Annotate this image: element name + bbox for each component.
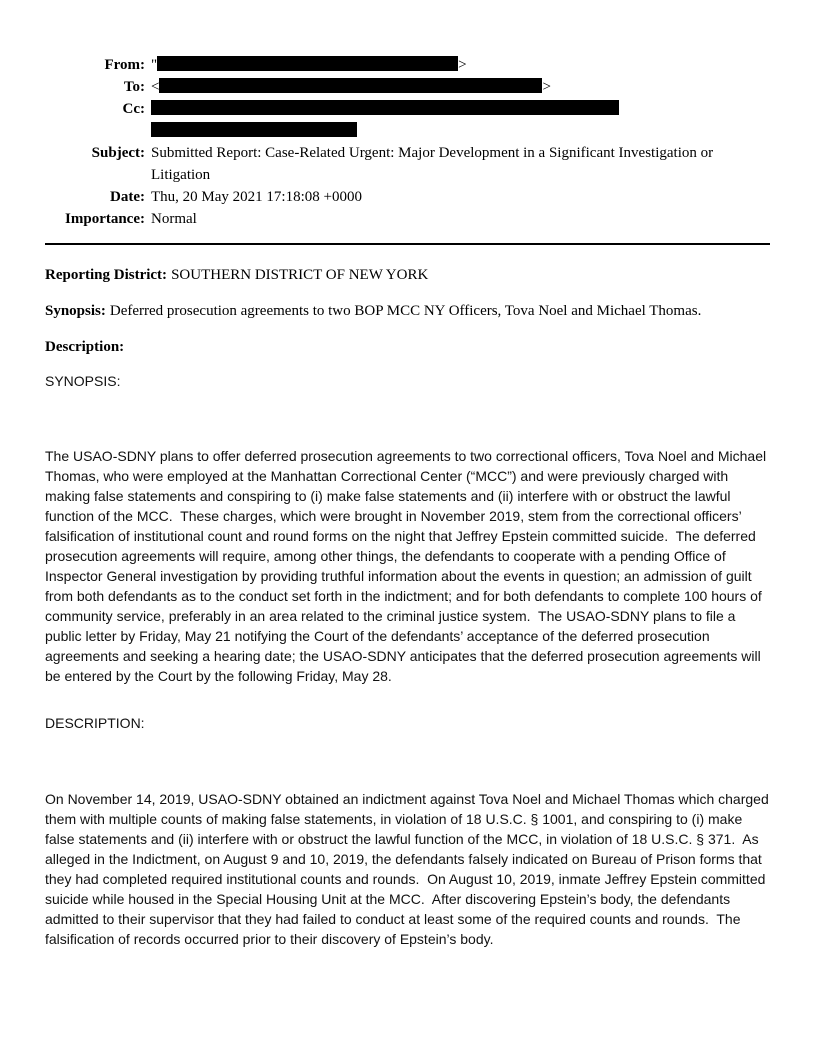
cc-label: Cc:	[122, 101, 145, 117]
date-row	[45, 186, 770, 208]
from-row	[45, 54, 770, 76]
report-body	[45, 265, 773, 949]
redaction-bar	[157, 56, 458, 71]
reporting-district-label: Reporting District:	[45, 267, 168, 283]
importance-label: Importance:	[65, 211, 145, 227]
to-value	[151, 76, 770, 98]
from-suffix: >	[458, 57, 467, 73]
date-value: Thu, 20 May 2021 17:18:08 +0000	[151, 189, 362, 205]
date-label: Date:	[110, 189, 145, 205]
email-header	[45, 54, 770, 230]
from-label: From:	[104, 57, 145, 73]
to-label: To:	[123, 79, 145, 95]
redaction-bar	[151, 122, 357, 137]
from-value	[151, 54, 770, 76]
subject-value: Submitted Report: Case-Related Urgent: Major Development in a Significant Investigation or Litigation	[151, 145, 714, 183]
synopsis-label: Synopsis:	[45, 303, 106, 319]
synopsis-paragraph: The USAO-SDNY plans to offer deferred prosecution agreements to two correctional officers, Tova Noel and Michael Thomas, who were employed at the Manhattan Correctional Center (“MCC”) and were previously charged with making false statements and conspiring to (i) make false statements and (ii) interfere with or obstruct the lawful function of the MCC. These charges, which were brought in November 2019, stem from the correctional officers’ falsification of institutional count and round forms on the night that Jeffrey Epstein committed suicide. The deferred prosecution agreements will require, among other things, the defendants to cooperate with a pending Office of Inspector General investigation by providing truthful information about the events in question; an admission of guilt from both defendants as to the conduct set forth in the indictment; and for both defendants to complete 100 hours of community service, preferably in an area related to the criminal justice system. The USAO-SDNY plans to file a public letter by Friday, May 21 notifying the Court of the defendants’ acceptance of the deferred prosecution agreements and seeking a hearing date; the USAO-SDNY anticipates that the deferred prosecution agreements will be entered by the Court by the following Friday, May 28.	[45, 448, 770, 684]
synopsis-line	[45, 301, 770, 321]
importance-row	[45, 208, 770, 230]
description-paragraph: On November 14, 2019, USAO-SDNY obtained an indictment against Tova Noel and Michael Thomas which charged them with multiple counts of making false statements, in violation of 18 U.S.C. § 1001, and conspiring to (i) make false statements and (ii) interfere with or obstruct the lawful function of the MCC, in violation of 18 U.S.C. § 371. As alleged in the Indictment, on August 9 and 10, 2019, the defendants falsely indicated on Bureau of Prison forms that they had completed required institutional counts and rounds. On August 10, 2019, inmate Jeffrey Epstein committed suicide while housed in the Special Housing Unit at the MCC. After discovering Epstein’s body, the defendants admitted to their supervisor that they had failed to conduct at least some of the required counts and rounds. The falsification of records occurred prior to their discovery of Epstein’s body.	[45, 791, 773, 947]
header-divider	[45, 243, 770, 245]
synopsis-value: Deferred prosecution agreements to two BOP MCC NY Officers, Tova Noel and Michael Thomas.	[109, 303, 702, 319]
to-row	[45, 76, 770, 98]
description-label: Description:	[45, 339, 125, 355]
redaction-bar	[159, 78, 542, 93]
reporting-district-line	[45, 265, 770, 285]
description-line	[45, 337, 770, 357]
importance-value: Normal	[151, 211, 197, 227]
cc-row	[45, 98, 770, 142]
synopsis-section-heading: SYNOPSIS:	[45, 373, 121, 389]
subject-row	[45, 142, 770, 186]
to-suffix: >	[542, 79, 551, 95]
reporting-district-value: SOUTHERN DISTRICT OF NEW YORK	[171, 267, 429, 283]
from-prefix: "	[151, 57, 158, 73]
description-section-heading: DESCRIPTION:	[45, 715, 145, 731]
subject-label: Subject:	[91, 145, 145, 161]
cc-value	[151, 98, 770, 142]
redaction-bar	[151, 100, 619, 115]
to-prefix: <	[151, 79, 160, 95]
